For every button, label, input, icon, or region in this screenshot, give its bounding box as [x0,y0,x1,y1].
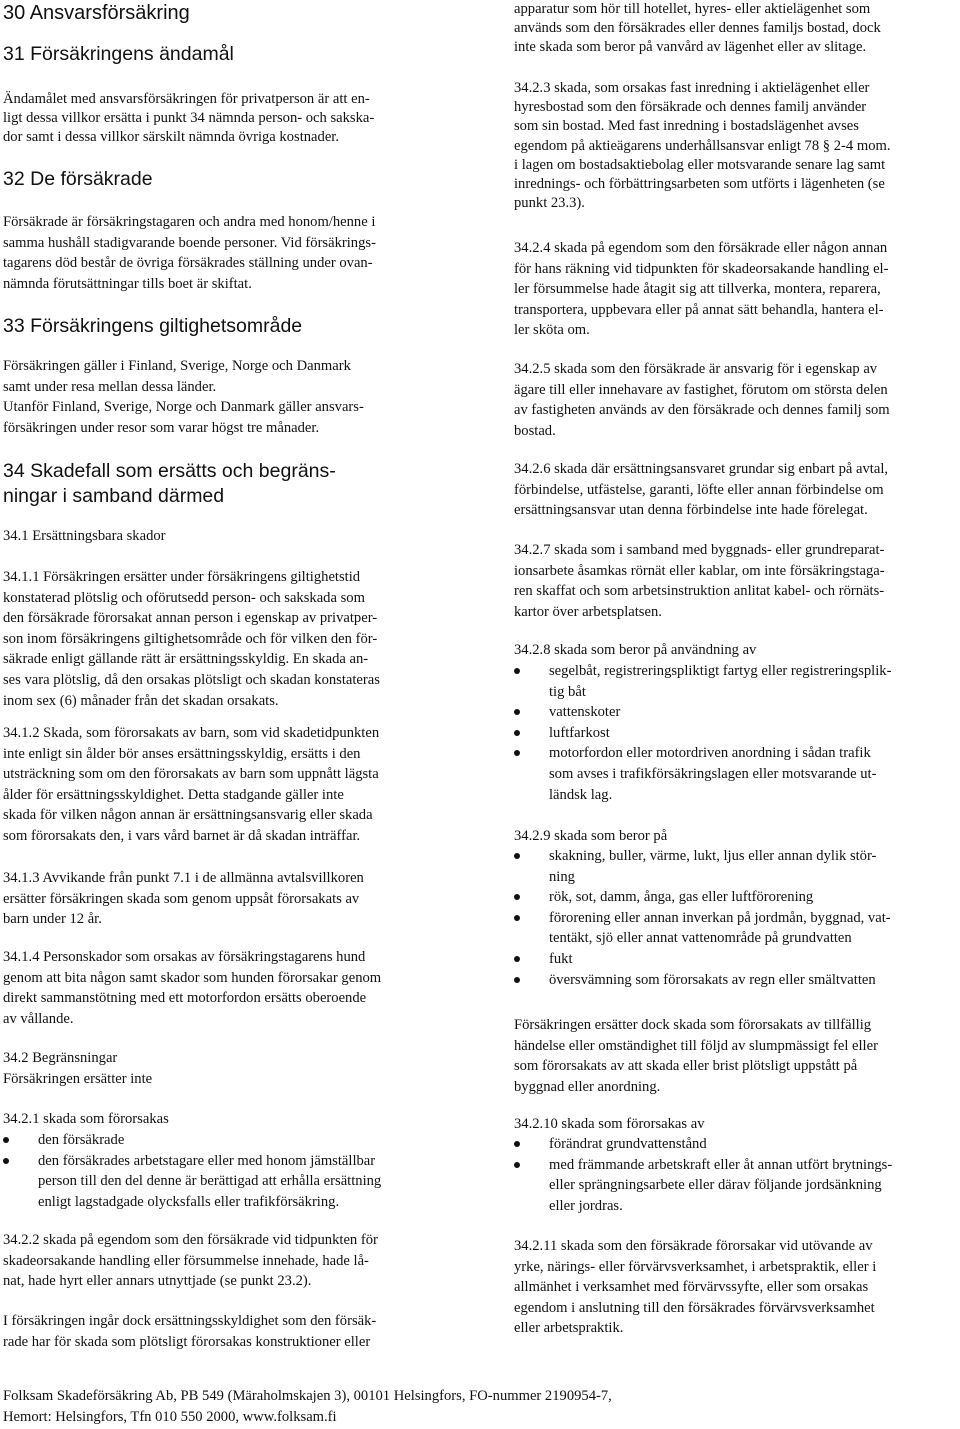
bullet-icon [514,668,520,674]
page-footer: Folksam Skadeförsäkring Ab, PB 549 (Märaholmskajen 3), 00101 Helsingfors, FO-nummer 2190954-7, Hemort: Helsingfors, Tfn 010 550 2000, www.folksam.fi [3,1388,612,1425]
clause-34-2-8: 34.2.8 skada som beror på användning av [514,642,757,658]
clause-34-2-2-exception: I försäkringen ingår dock ersättningsskyldighet som den försäk- rade har för skada som plötsligt förorsakas konstruktioner eller [3,1313,377,1350]
list-item-text: skakning, buller, värme, lukt, ljus eller annan dylik stör- ning [549,848,877,885]
list-item [514,661,958,702]
section-33-heading: 33 Försäkringens giltighetsområde [3,315,303,337]
bullet-icon [514,1141,520,1147]
list-item-text: segelbåt, registreringspliktigt fartyg eller registreringsplik- tig båt [549,663,892,700]
list-item-text: den försäkrade [38,1132,125,1148]
clause-34-2-9-list [514,846,958,990]
section-32-heading: 32 De försäkrade [3,168,153,190]
clause-34-2-10-list [514,1134,958,1216]
list-item [514,743,958,805]
list-item-text: luftfarkost [549,724,610,741]
list-item-text: förorening eller annan inverkan på jordmån, byggnad, vat- tentäkt, sjö eller annat vattenområde på grundvatten [549,909,891,947]
section-34-heading: 34 Skadefall som ersätts och begräns- ningar i samband därmed [3,460,336,507]
bullet-icon [514,750,520,756]
bullet-icon [514,977,520,983]
bullet-icon [514,1162,520,1168]
clause-34-2-9: 34.2.9 skada som beror på [514,828,668,844]
clause-34-2-7: 34.2.7 skada som i samband med byggnads- eller grundreparat- ionsarbete åsamkas rörnät eller kablar, om inte försäkringstaga- ren skaffat och som arbetsinstruktion anlitat kabel- och rörnäts- kartor över arbetsplatsen. [514,542,885,620]
clause-34-2-4: 34.2.4 skada på egendom som den försäkrade eller någon annan för hans räkning vid tidpunkten för skadeorsakande handling el- ler försummelse hade åtagit sig att tillverka, montera, reparera, transportera, uppbevara eller på annat sätt behandla, hantera el- ler sköta om. [514,240,889,339]
clause-34-2-9-exception: Försäkringen ersätter dock skada som förorsakats av tillfällig händelse eller omständighet till följd av slumpmässigt fel eller som förorsakats av att skada eller brist plötsligt uppstått på byggnad eller anordning. [514,1017,878,1095]
list-item [514,949,958,970]
clause-34-2-11: 34.2.11 skada som den försäkrade förorsakar vid utövande av yrke, närings- eller förvärvsverksamhet, i arbetspraktik, eller i allmänhet i verksamhet med förvärvssyfte, eller som orsakas egendom i anslutning till den försäkrades förvärvsverksamhet eller arbetspraktik. [514,1238,877,1337]
bullet-icon [3,1137,9,1143]
clause-34-2-2: 34.2.2 skada på egendom som den försäkrade vid tidpunkten för skadeorsakande handling eller försummelse innehade, hade lå- nat, hade hyrt eller annars utnyttjade (se punkt 23.2). [3,1232,378,1290]
bullet-icon [514,853,520,859]
list-item-text: med främmande arbetskraft eller åt annan utfört brytnings- eller sprängningsarbete eller därav följande jordsänkning eller jordras. [549,1156,893,1214]
list-item-text: rök, sot, damm, ånga, gas eller luftförorening [549,889,814,906]
clause-34-1-4: 34.1.4 Personskador som orsakas av försäkringstagarens hund genom att bita någon samt skador som hunden förorsakar genom direkt sammanstötning med ett motorfordon ersätts oberoende av vållande. [3,949,382,1027]
section-30-heading: 30 Ansvarsförsäkring [3,2,190,24]
bullet-icon [514,915,520,921]
list-item [3,1130,448,1151]
clause-34-2-3: 34.2.3 skada, som orsakas fast inredning i aktielägenhet eller hyresbostad som den försäkrade och dennes familj använder som sin bostad. Med fast inredning i bostadslägenhet avses egendom på aktieägarens underhållsansvar enligt 78 § 2-4 mom. i lagen om bostadsaktiebolag eller motsvarande senare lag samt inrednings- och förbättringsarbeten som utförts i lägenheten (se punkt 23.3). [514,80,891,212]
subsection-34-1-heading: 34.1 Ersättningsbara skador [3,528,166,544]
clause-34-1-3: 34.1.3 Avvikande från punkt 7.1 i de allmänna avtalsvillkoren ersätter försäkringen skada som genom uppsåt förorsakats av barn under 12 år. [3,870,364,928]
section-31-text: Ändamålet med ansvarsförsäkringen för privatperson är att en- ligt dessa villkor ersätta i punkt 34 nämnda person- och sakska- dor samt i dessa villkor särskilt nämnda övriga kostnader. [3,91,375,146]
list-item [514,970,958,991]
section-31-heading: 31 Försäkringens ändamål [3,43,234,65]
list-item [514,846,958,887]
list-item [514,887,958,908]
list-item-text: översvämning som förorsakats av regn eller smältvatten [549,971,876,988]
clause-34-2-6: 34.2.6 skada där ersättningsansvaret grundar sig enbart på avtal, förbindelse, utfästelse, garanti, löfte eller annan förbindelse om ersättningsansvar utan denna förbindelse inte hade förelegat. [514,461,889,519]
clause-34-1-1: 34.1.1 Försäkringen ersätter under försäkringens giltighetstid konstaterad plötslig och oförutsedd person- och sakskada som den försäkrade förorsakat annan person i egenskap av privatper- son inom försäkringens giltighetsområde och för vilken den för- säkrade enligt gällande rätt är ersättningsskyldig. En skada an- ses vara plötslig, då den orsakas plötsligt och skadan konstateras inom sex (6) månader från det skadan orsakats. [3,569,380,709]
bullet-icon [514,956,520,962]
list-item [514,1134,958,1155]
list-item-text: den försäkrades arbetstagare eller med honom jämställbar person till den del denne är berättigad att erhålla ersättning enligt lagstadgade olycksfalls eller trafikförsäkring. [38,1152,382,1210]
list-item [514,702,958,723]
bullet-icon [514,730,520,736]
list-item-text: fukt [549,950,573,967]
clause-34-2-8-list [514,661,958,805]
clause-34-2-2-continued: apparatur som hör till hotellet, hyres- eller aktielägenhet som används som den försäkrades eller dennes familjs bostad, dock inte skada som beror på vanvård av lägenhet eller av slitage. [514,1,881,56]
list-item [514,723,958,744]
list-item [3,1151,448,1213]
clause-34-2-1-list [3,1130,448,1212]
clause-34-2-5: 34.2.5 skada som den försäkrade är ansvarig för i egenskap av ägare till eller innehavare av fastighet, förutom om största delen av fastigheten används av den försäkrade och dennes familj som bostad. [514,361,890,439]
list-item [514,1155,958,1217]
clause-34-1-2: 34.1.2 Skada, som förorsakats av barn, som vid skadetidpunkten inte enligt sin ålder bör anses ersättningsskyldig, ersätts i den utsträckning som om den förorsakats av barn som uppnått lägsta ålder för ersättningsskyldighet. Detta stadgande gäller inte skada för vilken någon annan är ersättningsansvarig eller skada som förorsakats den, i vars vård barnet är då skadan inträffar. [3,725,380,844]
clause-34-2-1: 34.2.1 skada som förorsakas [3,1111,169,1127]
bullet-icon [3,1158,9,1164]
list-item-text: motorfordon eller motordriven anordning i sådan trafik som avses i trafikförsäkringslagen eller motsvarande ut- ländsk lag. [549,745,877,803]
list-item [514,908,958,949]
section-32-text: Försäkrade är försäkringstagaren och andra med honom/henne i samma hushåll stadigvarande boende personer. Vid försäkrings- tagarens död består de övriga försäkrades ställning under ovan- nämnda förutsättningar tills boet är skiftat. [3,214,376,292]
list-item-text: förändrat grundvattenstånd [549,1136,707,1152]
clause-34-2-10: 34.2.10 skada som förorsakas av [514,1116,705,1132]
section-33-text: Försäkringen gäller i Finland, Sverige, Norge och Danmark samt under resa mellan dessa länder. Utanför Finland, Sverige, Norge och Danmark gäller ansvars- försäkringen under resor som varar högst tre månader. [3,358,364,436]
bullet-icon [514,709,520,715]
subsection-34-2-heading: 34.2 Begränsningar Försäkringen ersätter inte [3,1050,153,1087]
list-item-text: vattenskoter [549,704,621,721]
bullet-icon [514,894,520,900]
